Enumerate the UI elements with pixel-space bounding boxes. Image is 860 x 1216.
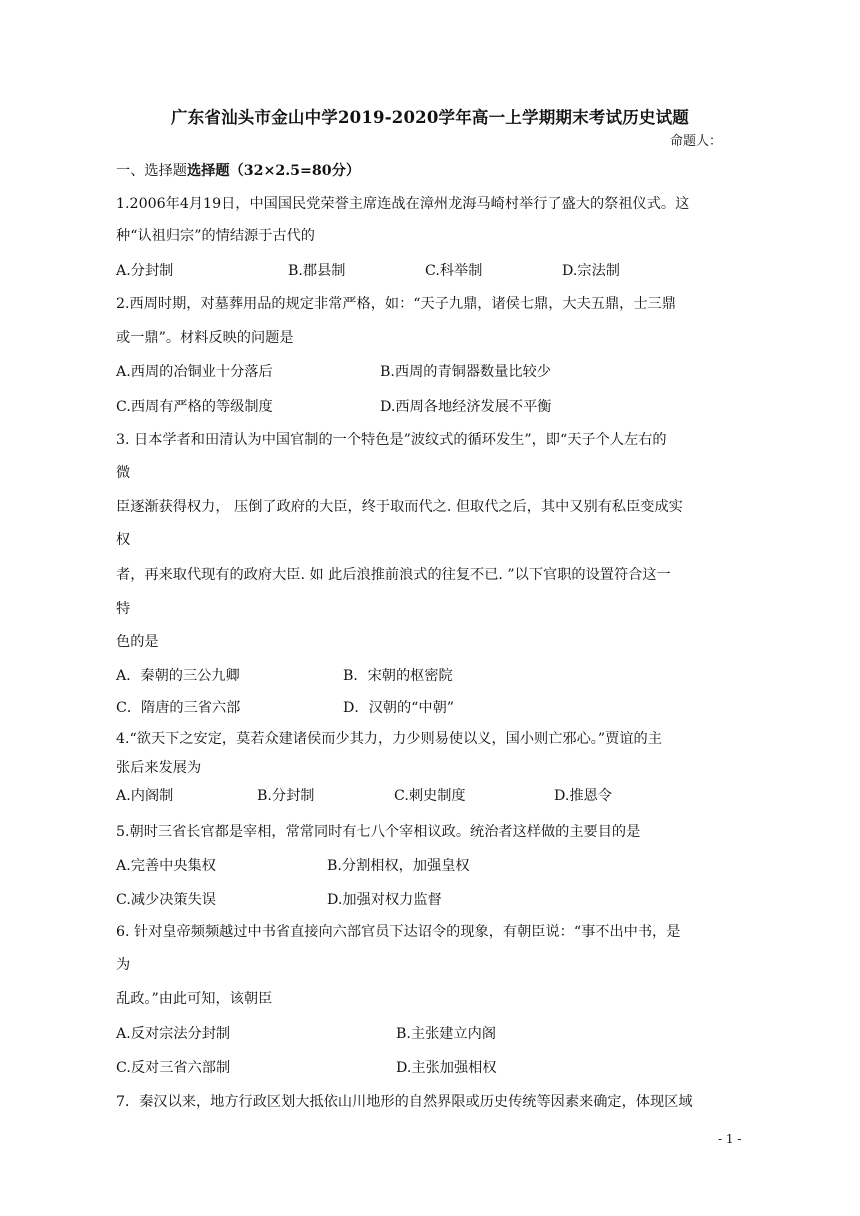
question-line: 微 (116, 465, 131, 481)
option-a: A.完善中央集权 (116, 858, 216, 874)
question-line: 5.朝时三省长官都是宰相，常常同时有七八个宰相议政。统治者这样做的主要目的是 (116, 824, 641, 840)
question-line: 乱政。”由此可知，该朝臣 (116, 991, 273, 1007)
question-line: 种“认祖归宗”的情结源于古代的 (116, 228, 315, 244)
option-d: D．汉朝的“中朝” (343, 700, 455, 716)
question-line: 者，再来取代现有的政府大臣. 如 此后浪推前浪式的往复不已. ”以下官职的设置符合这一 (116, 567, 671, 583)
question-line: 3. 日本学者和田清认为中国官制的一个特色是”波纹式的循环发生”，即“天子个人左右的 (116, 432, 667, 448)
option-b: B．宋朝的枢密院 (343, 668, 453, 684)
option-a: A．秦朝的三公九卿 (116, 668, 240, 684)
option-c: C.减少决策失误 (116, 892, 216, 908)
option-b: B.西周的青铜器数量比较少 (380, 364, 551, 380)
option-b: B.主张建立内阁 (396, 1026, 497, 1042)
option-c: C.科举制 (425, 263, 483, 279)
question-line: 或一鼎”。材料反映的问题是 (116, 330, 294, 346)
option-c: C.刺史制度 (394, 788, 466, 804)
question-line: 2.西周时期，对墓葬用品的规定非常严格，如：“天子九鼎，诸侯七鼎，大夫五鼎，士三鼎 (116, 296, 676, 312)
option-a: A.西周的冶铜业十分落后 (116, 364, 273, 380)
section-bold: 选择题（32×2.5=80分） (186, 163, 361, 179)
option-a: A.分封制 (116, 263, 174, 279)
option-c: C.反对三省六部制 (116, 1060, 231, 1076)
question-line: 特 (116, 601, 131, 617)
question-line: 为 (116, 957, 131, 973)
option-c: C.西周有严格的等级制度 (116, 399, 273, 415)
option-a: A.反对宗法分封制 (116, 1026, 231, 1042)
option-d: D.宗法制 (562, 263, 620, 279)
question-line: 权 (116, 532, 131, 548)
option-d: D.推恩令 (554, 788, 612, 804)
page-number: - 1 - (718, 1132, 742, 1146)
exam-title: 广东省汕头市金山中学2019-2020学年高一上学期期末考试历史试题 (171, 108, 689, 127)
section-prefix: 一、选择题 (116, 163, 187, 179)
option-b: B.分割相权，加强皇权 (327, 858, 470, 874)
option-b: B.分封制 (257, 788, 315, 804)
question-line: 臣逐渐获得权力， 压倒了政府的大臣，终于取而代之. 但取代之后，其中又别有私臣变成实 (116, 499, 683, 515)
option-a: A.内阁制 (116, 788, 174, 804)
question-line: 色的是 (116, 634, 159, 650)
question-line: 1.2006年4月19日，中国国民党荣誉主席连战在漳州龙海马崎村举行了盛大的祭祖仪式。这 (116, 196, 690, 212)
question-line: 6. 针对皇帝频频越过中书省直接向六部官员下达诏令的现象，有朝臣说：“事不出中书，是 (116, 924, 681, 940)
option-d: D.主张加强相权 (396, 1060, 497, 1076)
option-d: D.西周各地经济发展不平衡 (380, 399, 552, 415)
option-c: C．隋唐的三省六部 (116, 700, 241, 716)
section-heading (116, 160, 360, 180)
option-d: D.加强对权力监督 (327, 892, 442, 908)
question-line: 7．秦汉以来，地方行政区划大抵依山川地形的自然界限或历史传统等因素来确定，体现区域 (116, 1094, 693, 1110)
question-line: 4.“欲天下之安定，莫若众建诸侯而少其力，力少则易使以义，国小则亡邪心。”贾谊的主 (116, 731, 662, 747)
author-label: 命题人： (670, 134, 723, 149)
option-b: B.郡县制 (288, 263, 346, 279)
question-line: 张后来发展为 (116, 760, 202, 776)
